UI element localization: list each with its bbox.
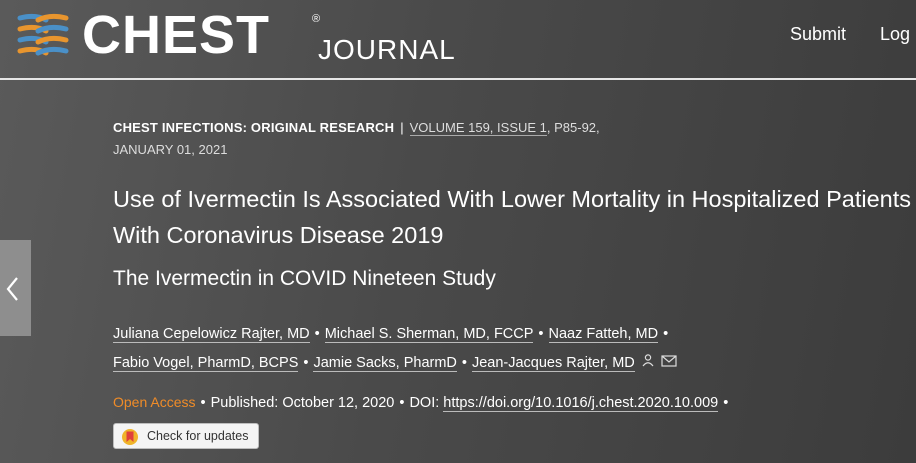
published-date: Published: October 12, 2020	[210, 395, 395, 411]
article-title: Use of Ivermectin Is Associated With Lower Mortality in Hospitalized Patients With Coronavirus Disease 2019	[113, 186, 912, 248]
volume-issue-link[interactable]: VOLUME 159, ISSUE 1	[409, 120, 547, 135]
bullet: •	[314, 326, 320, 342]
open-access-label: Open Access	[113, 394, 196, 410]
login-link[interactable]: Log	[880, 24, 911, 44]
page-range: , P85-92,	[546, 120, 600, 135]
doi-link[interactable]: https://doi.org/10.1016/j.chest.2020.10.009	[443, 395, 719, 411]
author-link[interactable]: Jean-Jacques Rajter, MD	[471, 355, 635, 372]
bullet: •	[538, 326, 544, 342]
bullet: •	[461, 355, 467, 372]
author-link[interactable]: Fabio Vogel, PharmD, BCPS	[113, 355, 299, 372]
author-link[interactable]: Jamie Sacks, PharmD	[313, 355, 457, 372]
doi-label: DOI:	[409, 395, 440, 411]
registered-mark: ®	[312, 13, 321, 25]
article-subtitle: The Ivermectin in COVID Nineteen Study	[113, 267, 496, 290]
envelope-icon[interactable]	[661, 349, 677, 378]
crossmark-icon	[121, 428, 139, 446]
author-list	[113, 320, 873, 378]
article-meta	[113, 120, 600, 135]
bullet: •	[399, 395, 405, 411]
bullet: •	[663, 326, 669, 342]
publication-info	[113, 394, 733, 411]
bullet: •	[200, 395, 206, 411]
logo-wordmark: CHEST	[82, 5, 271, 65]
person-icon	[641, 349, 655, 378]
author-link[interactable]: Naaz Fatteh, MD	[548, 326, 659, 342]
check-for-updates-button[interactable]	[113, 423, 259, 449]
logo-journal-text: JOURNAL	[318, 34, 456, 65]
chevron-left-icon	[4, 276, 22, 302]
author-link[interactable]: Juliana Cepelowicz Rajter, MD	[113, 326, 310, 342]
bullet: •	[303, 355, 309, 372]
bullet: •	[723, 395, 729, 411]
chest-logo-icon	[14, 12, 70, 62]
issue-date: JANUARY 01, 2021	[113, 142, 228, 157]
category-separator: |	[400, 120, 404, 135]
author-link[interactable]: Michael S. Sherman, MD, FCCP	[324, 326, 534, 342]
article-category: CHEST INFECTIONS: ORIGINAL RESEARCH	[113, 120, 395, 135]
submit-link[interactable]: Submit	[790, 24, 847, 44]
check-for-updates-label: Check for updates	[147, 429, 249, 443]
site-header	[0, 0, 916, 80]
previous-article-button[interactable]	[0, 240, 31, 336]
